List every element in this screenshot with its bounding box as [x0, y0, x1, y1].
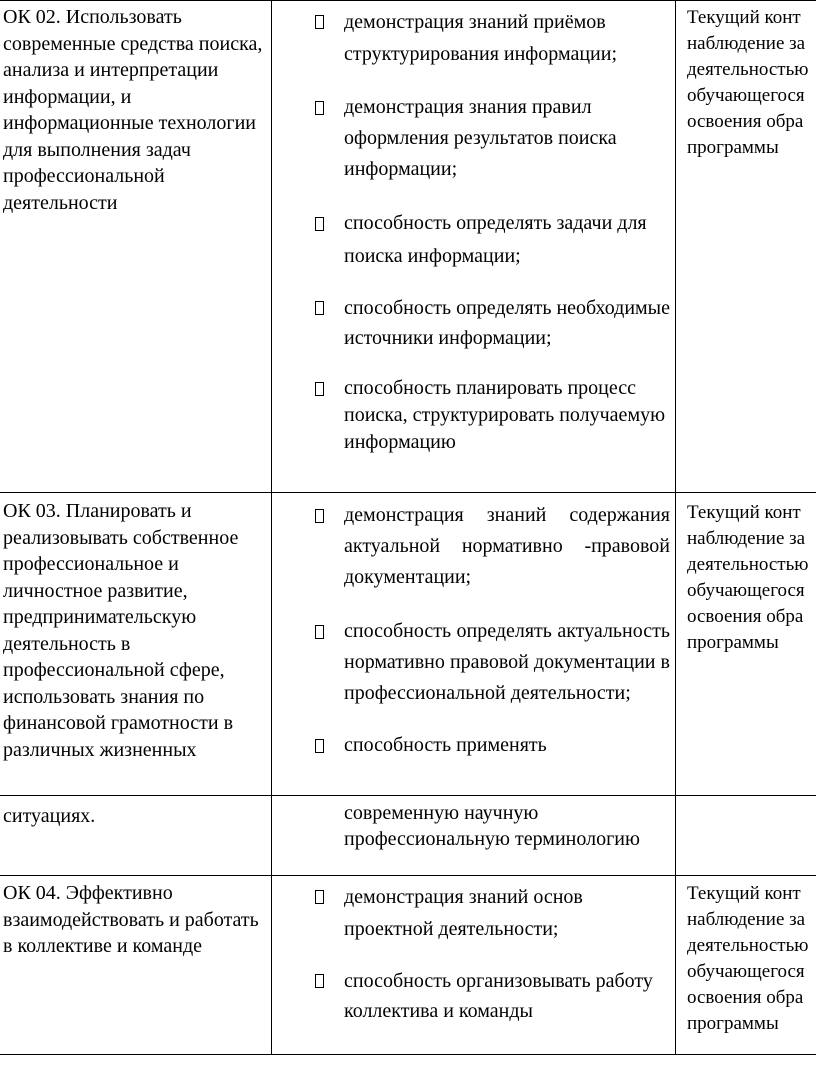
bullet-box-icon: [315, 890, 324, 904]
assessment-cell: [687, 881, 816, 1037]
bullet-box-icon: [315, 382, 324, 396]
bullet-box-icon: [315, 217, 324, 231]
column-divider: [675, 0, 676, 1055]
assessment-line: обучающегося: [687, 85, 805, 106]
competence-cell: ОК 04. Эффективно взаимодействовать и работать в коллективе и команде: [3, 882, 259, 957]
competence-cell: ОК 02. Использовать современные средства поиска, анализа и интерпретации информации, и информационные технологии для выполнения задач профессиональной деятельности: [3, 6, 263, 214]
criterion-item: [312, 6, 670, 70]
criterion-item: [312, 500, 670, 593]
assessment-line: деятельностью: [687, 935, 809, 956]
assessment-line: Текущий конт: [687, 883, 801, 904]
criterion-text: демонстрация знаний приёмов структурирования информации;: [344, 11, 618, 65]
criterion-item: [312, 207, 670, 273]
table-border-top: [0, 0, 816, 1]
criterion-text: способность планировать процесс поиска, структурировать получаемую информацию: [344, 377, 666, 453]
row-divider: [0, 875, 816, 876]
criteria-cell: [312, 881, 670, 1026]
criterion-continuation: современную научную профессиональную терминологию: [344, 802, 640, 850]
assessment-line: наблюдение за: [687, 528, 806, 549]
criterion-text: способность организовывать работу коллектива и команды: [344, 970, 653, 1022]
criterion-text: демонстрация знания правил оформления результатов поиска информации;: [344, 96, 617, 180]
assessment-line: деятельностью: [687, 554, 809, 575]
criterion-text: способность применять: [344, 734, 547, 756]
assessment-line: освоения обра: [687, 111, 804, 132]
assessment-line: освоения обра: [687, 606, 804, 627]
row-divider: [0, 492, 816, 493]
criteria-cell: [312, 500, 670, 761]
criterion-text: способность определять задачи для поиска информации;: [344, 212, 647, 267]
criterion-item: [312, 966, 670, 1026]
criterion-text: демонстрация знаний основ проектной деятельности;: [344, 886, 583, 940]
criterion-item: [312, 375, 670, 456]
assessment-line: наблюдение за: [687, 33, 806, 54]
assessment-line: Текущий конт: [687, 7, 801, 28]
assessment-line: обучающегося: [687, 580, 805, 601]
criterion-item: [312, 730, 670, 761]
assessment-cell: [687, 5, 816, 161]
assessment-line: освоения обра: [687, 987, 804, 1008]
criteria-cell: [312, 6, 670, 456]
assessment-line: программы: [687, 1013, 779, 1034]
assessment-cell: [687, 500, 816, 656]
assessment-line: программы: [687, 137, 779, 158]
assessment-line: деятельностью: [687, 59, 809, 80]
table-border-bottom: [0, 1054, 816, 1055]
bullet-box-icon: [315, 739, 324, 753]
bullet-box-icon: [315, 509, 324, 523]
column-divider: [271, 0, 272, 1055]
bullet-box-icon: [315, 101, 324, 115]
criterion-text: демонстрация знаний содержания актуальной нормативно -правовой документации;: [344, 504, 670, 588]
assessment-line: Текущий конт: [687, 502, 801, 523]
bullet-box-icon: [315, 625, 324, 639]
criterion-item: [312, 881, 670, 945]
criterion-text: способность определять необходимые источники информации;: [344, 297, 670, 349]
criterion-item: [312, 92, 670, 185]
bullet-box-icon: [315, 974, 324, 988]
row-divider: [0, 795, 816, 796]
assessment-line: обучающегося: [687, 961, 805, 982]
competence-cell: ситуациях.: [3, 805, 96, 827]
bullet-box-icon: [315, 301, 324, 315]
criterion-item: [312, 293, 670, 353]
assessment-line: наблюдение за: [687, 909, 806, 930]
competence-cell: ОК 03. Планировать и реализовывать собственное профессиональное и личностное развитие, предпринимательскую деятельность в профессиональной сфере, использовать знания по финансовой грамотности в различных жизненных: [3, 500, 239, 761]
criterion-item: [312, 616, 670, 709]
criterion-text: способность определять актуальность нормативно правовой документации в профессиональной деятельности;: [344, 620, 670, 704]
criteria-cell: [312, 800, 670, 852]
bullet-box-icon: [315, 15, 324, 29]
assessment-line: программы: [687, 632, 779, 653]
